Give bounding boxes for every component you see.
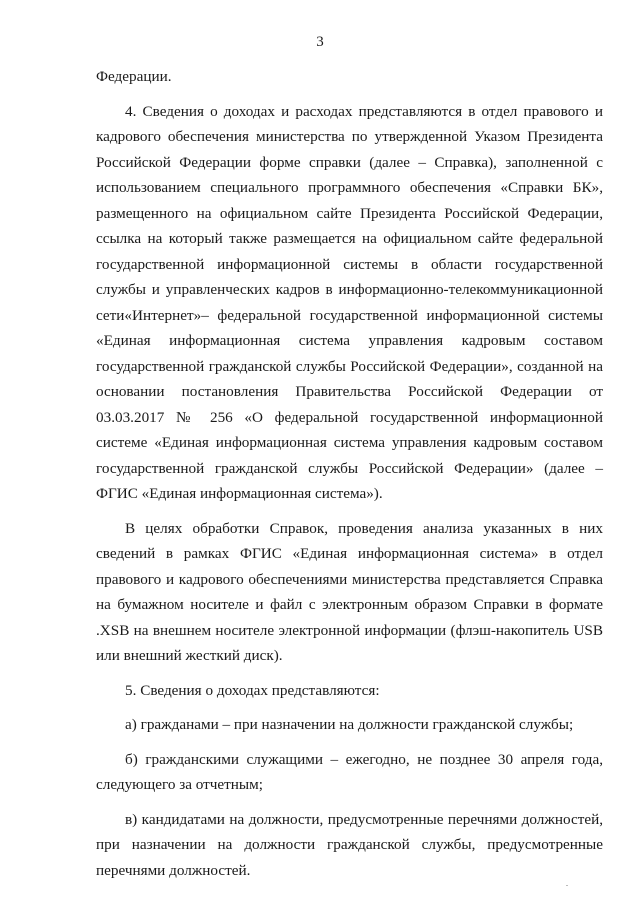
paragraph-item-5c: в) кандидатами на должности, предусмотренные перечнями должностей, при назначении на должности гражданской службы, предусмотренные перечнями должностей.	[96, 810, 603, 879]
scan-speck	[566, 885, 568, 886]
paragraph-item-4: 4. Сведения о доходах и расходах представляются в отдел правового и кадрового обеспечения министерства по утвержденной Указом Президента Российской Федерации форме справки (далее – Справка), заполненной с использованием специального программного обеспечения «Справки БК», размещенного на официальном сайте Президента Российской Федерации, ссылка на который также размещается на официальном сайте федеральной государственной информационной системы в области государственной службы и управленческих кадров в информационно-телекоммуникационной сети«Интернет»– федеральной государственной информационной системы «Единая информационная система управления кадровым составом государственной гражданской службы Российской Федерации», созданной на основании постановления Правительства Российской Федерации от 03.03.2017 № 256 «О федеральной государственной информационной системе «Единая информационная система управления кадровым составом государственной гражданской службы Российской Федерации» (далее – ФГИС «Единая информационная система»).	[96, 102, 603, 502]
document-body	[96, 64, 603, 883]
page-number: 3	[316, 34, 324, 50]
paragraph-item-5: 5. Сведения о доходах представляются:	[125, 681, 380, 699]
paragraph-item-5b: б) гражданскими служащими – ежегодно, не позднее 30 апреля года, следующего за отчетным;	[96, 750, 603, 793]
paragraph-processing: В целях обработки Справок, проведения анализа указанных в них сведений в рамках ФГИС «Единая информационная система» в отдел правового и кадрового обеспечениями министерства представляется Справка на бумажном носителе и файл с электронным образом Справки в формате .XSB на внешнем носителе электронной информации (флэш-накопитель USB или внешний жесткий диск).	[96, 519, 603, 664]
paragraph-continuation: Федерации.	[96, 68, 172, 85]
paragraph-item-5a: а) гражданами – при назначении на должности гражданской службы;	[125, 716, 574, 733]
